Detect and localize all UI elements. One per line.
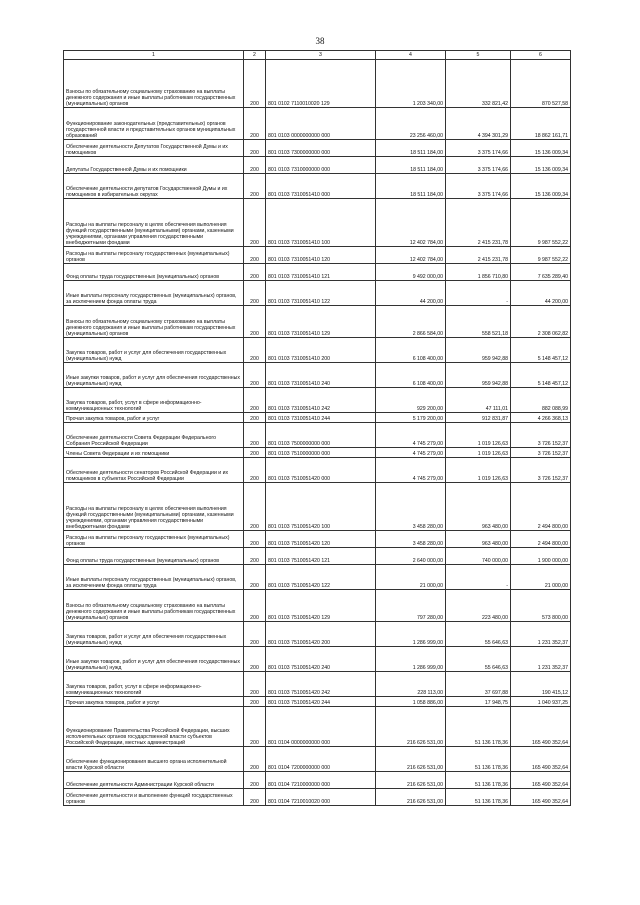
row-executed-cell: 963 480,00 — [446, 483, 511, 531]
row-remaining-cell: 18 862 161,71 — [511, 108, 571, 140]
row-remaining-cell: 2 308 062,82 — [511, 306, 571, 338]
row-remaining-cell: 2 494 800,00 — [511, 531, 571, 548]
row-budget-code-cell: 801 0103 7310051410 120 — [266, 247, 376, 264]
row-remaining-cell: 165 490 352,64 — [511, 789, 571, 806]
row-line-code-cell: 200 — [244, 413, 266, 423]
row-executed-cell: 47 111,01 — [446, 388, 511, 413]
row-budget-code-cell: 801 0103 0000000000 000 — [266, 108, 376, 140]
row-approved-cell: 2 866 584,00 — [376, 306, 446, 338]
header-col-4: 4 — [376, 51, 446, 60]
row-line-code-cell: 200 — [244, 448, 266, 458]
table-row — [64, 423, 571, 448]
table-header-row — [64, 51, 571, 60]
row-name-cell: Расходы на выплаты персоналу государственных (муниципальных) органов — [64, 531, 244, 548]
row-remaining-cell: 1 231 352,37 — [511, 622, 571, 647]
row-name-cell: Обеспечение деятельности и выполнение функций государственных органов — [64, 789, 244, 806]
row-budget-code-cell: 801 0103 7510051420 121 — [266, 548, 376, 565]
row-name-cell: Иные выплаты персоналу государственных (муниципальных) органов, за исключением фонда оплаты труда — [64, 565, 244, 590]
table-row — [64, 747, 571, 772]
row-name-cell: Взносы по обязательному социальному страхованию на выплаты денежного содержания и иные выплаты работникам государственных (муниципальных) органов — [64, 590, 244, 622]
row-remaining-cell: 9 987 552,22 — [511, 199, 571, 247]
row-approved-cell: 2 640 000,00 — [376, 548, 446, 565]
row-budget-code-cell: 801 0102 7110010020 129 — [266, 60, 376, 108]
row-executed-cell: 963 480,00 — [446, 531, 511, 548]
row-name-cell: Депутаты Государственной Думы и их помощники — [64, 157, 244, 174]
row-approved-cell: 216 626 531,00 — [376, 747, 446, 772]
row-line-code-cell: 200 — [244, 108, 266, 140]
row-name-cell: Взносы по обязательному социальному страхованию на выплаты денежного содержания и иные выплаты работникам государственных (муниципальных) органов — [64, 306, 244, 338]
row-budget-code-cell: 801 0103 7510051420 200 — [266, 622, 376, 647]
row-approved-cell: 1 286 999,00 — [376, 622, 446, 647]
row-budget-code-cell: 801 0103 7310051410 121 — [266, 264, 376, 281]
row-name-cell: Функционирование Правительства Российской Федерации, высших исполнительных органов государственной власти субъектов Российской Федерации, местных администраций — [64, 707, 244, 747]
row-executed-cell: 1 019 126,63 — [446, 423, 511, 448]
row-approved-cell: 216 626 531,00 — [376, 707, 446, 747]
table-row — [64, 565, 571, 590]
row-line-code-cell: 200 — [244, 789, 266, 806]
row-budget-code-cell: 801 0103 7310051410 244 — [266, 413, 376, 423]
row-name-cell: Иные закупки товаров, работ и услуг для обеспечения государственных (муниципальных) нужд — [64, 363, 244, 388]
table-row — [64, 622, 571, 647]
row-budget-code-cell: 801 0103 7310051410 240 — [266, 363, 376, 388]
row-executed-cell: 1 019 126,63 — [446, 458, 511, 483]
row-budget-code-cell: 801 0103 7310051410 242 — [266, 388, 376, 413]
row-executed-cell: - — [446, 281, 511, 306]
row-approved-cell: 5 179 200,00 — [376, 413, 446, 423]
row-name-cell: Прочая закупка товаров, работ и услуг — [64, 413, 244, 423]
table-row — [64, 363, 571, 388]
row-name-cell: Функционирование законодательных (представительных) органов государственной власти и представительных органов муниципальных образований — [64, 108, 244, 140]
row-line-code-cell: 200 — [244, 247, 266, 264]
table-row — [64, 199, 571, 247]
page-number: 38 — [315, 36, 325, 46]
row-executed-cell: 3 375 174,66 — [446, 174, 511, 199]
table-row — [64, 647, 571, 672]
row-line-code-cell: 200 — [244, 363, 266, 388]
row-approved-cell: 12 402 784,00 — [376, 199, 446, 247]
row-approved-cell: 4 745 279,00 — [376, 458, 446, 483]
row-budget-code-cell: 801 0103 7310051410 200 — [266, 338, 376, 363]
row-remaining-cell: 4 266 368,13 — [511, 413, 571, 423]
row-name-cell: Прочая закупка товаров, работ и услуг — [64, 697, 244, 707]
row-budget-code-cell: 801 0103 7300000000 000 — [266, 140, 376, 157]
table-row — [64, 140, 571, 157]
row-line-code-cell: 200 — [244, 60, 266, 108]
row-budget-code-cell: 801 0104 7210010020 000 — [266, 789, 376, 806]
row-executed-cell: 4 394 301,29 — [446, 108, 511, 140]
table-row — [64, 697, 571, 707]
row-name-cell: Иные закупки товаров, работ и услуг для обеспечения государственных (муниципальных) нужд — [64, 647, 244, 672]
row-budget-code-cell: 801 0103 7510051420 122 — [266, 565, 376, 590]
row-executed-cell: 558 521,18 — [446, 306, 511, 338]
row-executed-cell: 51 136 178,36 — [446, 707, 511, 747]
row-remaining-cell: 1 231 352,37 — [511, 647, 571, 672]
row-remaining-cell: 5 148 457,12 — [511, 363, 571, 388]
row-executed-cell: 37 697,88 — [446, 672, 511, 697]
row-executed-cell: 3 375 174,66 — [446, 157, 511, 174]
row-line-code-cell: 200 — [244, 281, 266, 306]
row-approved-cell: 9 492 000,00 — [376, 264, 446, 281]
row-line-code-cell: 200 — [244, 306, 266, 338]
header-col-6: 6 — [511, 51, 571, 60]
table-row — [64, 413, 571, 423]
row-budget-code-cell: 801 0103 7310051410 100 — [266, 199, 376, 247]
row-line-code-cell: 200 — [244, 548, 266, 565]
row-name-cell: Взносы по обязательному социальному страхованию на выплаты денежного содержания и иные выплаты работникам государственных (муниципальных) органов — [64, 60, 244, 108]
row-name-cell: Обеспечение функционирования высшего органа исполнительной власти Курской области — [64, 747, 244, 772]
row-approved-cell: 1 286 999,00 — [376, 647, 446, 672]
row-remaining-cell: 573 800,00 — [511, 590, 571, 622]
row-line-code-cell: 200 — [244, 423, 266, 448]
header-col-5: 5 — [446, 51, 511, 60]
row-remaining-cell: 44 200,00 — [511, 281, 571, 306]
table-row — [64, 388, 571, 413]
row-executed-cell: 51 136 178,36 — [446, 789, 511, 806]
row-line-code-cell: 200 — [244, 458, 266, 483]
row-approved-cell: 6 108 400,00 — [376, 363, 446, 388]
row-line-code-cell: 200 — [244, 672, 266, 697]
table-row — [64, 174, 571, 199]
row-name-cell: Обеспечение деятельности депутатов Государственной Думы и их помощников в избирательных округах — [64, 174, 244, 199]
row-budget-code-cell: 801 0103 7510051420 242 — [266, 672, 376, 697]
row-remaining-cell: 3 726 152,37 — [511, 448, 571, 458]
row-line-code-cell: 200 — [244, 747, 266, 772]
row-executed-cell: 912 831,87 — [446, 413, 511, 423]
row-approved-cell: 18 511 184,00 — [376, 140, 446, 157]
row-executed-cell: 959 942,88 — [446, 338, 511, 363]
row-name-cell: Закупка товаров, работ, услуг в сфере информационно-коммуникационных технологий — [64, 672, 244, 697]
row-executed-cell: 223 480,00 — [446, 590, 511, 622]
row-remaining-cell: 21 000,00 — [511, 565, 571, 590]
table-row — [64, 247, 571, 264]
table-row — [64, 672, 571, 697]
row-name-cell: Члены Совета Федерации и их помощники — [64, 448, 244, 458]
table-row — [64, 483, 571, 531]
row-approved-cell: 21 000,00 — [376, 565, 446, 590]
row-line-code-cell: 200 — [244, 157, 266, 174]
row-executed-cell: 17 948,75 — [446, 697, 511, 707]
row-executed-cell: - — [446, 565, 511, 590]
row-budget-code-cell: 801 0103 7310051410 122 — [266, 281, 376, 306]
row-approved-cell: 3 458 280,00 — [376, 531, 446, 548]
row-executed-cell: 2 415 231,78 — [446, 199, 511, 247]
row-line-code-cell: 200 — [244, 174, 266, 199]
row-approved-cell: 23 256 460,00 — [376, 108, 446, 140]
row-remaining-cell: 15 136 009,34 — [511, 174, 571, 199]
table-row — [64, 306, 571, 338]
row-remaining-cell: 2 494 800,00 — [511, 483, 571, 531]
row-line-code-cell: 200 — [244, 622, 266, 647]
row-remaining-cell: 165 490 352,64 — [511, 707, 571, 747]
row-approved-cell: 18 511 184,00 — [376, 157, 446, 174]
table-row — [64, 458, 571, 483]
row-approved-cell: 6 108 400,00 — [376, 338, 446, 363]
row-budget-code-cell: 801 0103 7510051420 000 — [266, 458, 376, 483]
row-budget-code-cell: 801 0103 7310051410 129 — [266, 306, 376, 338]
row-executed-cell: 55 646,63 — [446, 622, 511, 647]
row-budget-code-cell: 801 0103 7510051420 240 — [266, 647, 376, 672]
row-name-cell: Иные выплаты персоналу государственных (муниципальных) органов, за исключением фонда оплаты труда — [64, 281, 244, 306]
row-approved-cell: 12 402 784,00 — [376, 247, 446, 264]
row-remaining-cell: 3 726 152,37 — [511, 458, 571, 483]
table-row — [64, 448, 571, 458]
row-line-code-cell: 200 — [244, 590, 266, 622]
header-col-3: 3 — [266, 51, 376, 60]
table-row — [64, 264, 571, 281]
table-row — [64, 590, 571, 622]
row-approved-cell: 228 113,00 — [376, 672, 446, 697]
row-executed-cell: 332 821,42 — [446, 60, 511, 108]
row-name-cell: Расходы на выплаты персоналу государственных (муниципальных) органов — [64, 247, 244, 264]
row-remaining-cell: 1 900 000,00 — [511, 548, 571, 565]
row-approved-cell: 44 200,00 — [376, 281, 446, 306]
row-remaining-cell: 882 088,99 — [511, 388, 571, 413]
row-approved-cell: 797 280,00 — [376, 590, 446, 622]
row-remaining-cell: 3 726 152,37 — [511, 423, 571, 448]
table-row — [64, 108, 571, 140]
row-executed-cell: 3 375 174,66 — [446, 140, 511, 157]
table-row — [64, 789, 571, 806]
row-budget-code-cell: 801 0103 7310000000 000 — [266, 157, 376, 174]
row-remaining-cell: 15 136 009,34 — [511, 140, 571, 157]
row-line-code-cell: 200 — [244, 338, 266, 363]
row-line-code-cell: 200 — [244, 199, 266, 247]
row-approved-cell: 18 511 184,00 — [376, 174, 446, 199]
row-name-cell: Обеспечение деятельности Депутатов Государственной Думы и их помощников — [64, 140, 244, 157]
row-budget-code-cell: 801 0103 7510051420 100 — [266, 483, 376, 531]
row-approved-cell: 4 745 279,00 — [376, 448, 446, 458]
table-row — [64, 772, 571, 789]
row-remaining-cell: 165 490 352,64 — [511, 747, 571, 772]
row-name-cell: Расходы на выплаты персоналу в целях обеспечения выполнения функций государственными (муниципальными) органами, казенными учреждениями, органами управления государственными внебюджетными фондами — [64, 483, 244, 531]
row-budget-code-cell: 801 0103 7310051410 000 — [266, 174, 376, 199]
table-row — [64, 60, 571, 108]
row-name-cell: Фонд оплаты труда государственных (муниципальных) органов — [64, 548, 244, 565]
header-col-1: 1 — [64, 51, 244, 60]
row-executed-cell: 740 000,00 — [446, 548, 511, 565]
row-budget-code-cell: 801 0104 0000000000 000 — [266, 707, 376, 747]
row-executed-cell: 55 646,63 — [446, 647, 511, 672]
table-row — [64, 157, 571, 174]
row-approved-cell: 1 058 886,00 — [376, 697, 446, 707]
row-line-code-cell: 200 — [244, 772, 266, 789]
row-line-code-cell: 200 — [244, 697, 266, 707]
row-name-cell: Закупка товаров, работ, услуг в сфере информационно-коммуникационных технологий — [64, 388, 244, 413]
row-remaining-cell: 870 527,58 — [511, 60, 571, 108]
row-executed-cell: 1 019 126,63 — [446, 448, 511, 458]
row-executed-cell: 1 856 710,80 — [446, 264, 511, 281]
row-approved-cell: 216 626 531,00 — [376, 789, 446, 806]
table-row — [64, 531, 571, 548]
row-name-cell: Расходы на выплаты персоналу в целях обеспечения выполнения функций государственными (муниципальными) органами, казенными учреждениями, органами управления государственными внебюджетными фондами — [64, 199, 244, 247]
row-budget-code-cell: 801 0104 7210000000 000 — [266, 772, 376, 789]
budget-table — [63, 50, 571, 806]
row-budget-code-cell: 801 0103 7500000000 000 — [266, 423, 376, 448]
row-line-code-cell: 200 — [244, 388, 266, 413]
table-row — [64, 338, 571, 363]
row-approved-cell: 4 745 279,00 — [376, 423, 446, 448]
row-line-code-cell: 200 — [244, 264, 266, 281]
row-executed-cell: 959 942,88 — [446, 363, 511, 388]
row-line-code-cell: 200 — [244, 483, 266, 531]
row-line-code-cell: 200 — [244, 707, 266, 747]
row-name-cell: Обеспечение деятельности Совета Федерации Федерального Собрания Российской Федерации — [64, 423, 244, 448]
row-budget-code-cell: 801 0103 7510000000 000 — [266, 448, 376, 458]
table-row — [64, 281, 571, 306]
row-name-cell: Обеспечение деятельности сенаторов Российской Федерации и их помощников в субъектах Российской Федерации — [64, 458, 244, 483]
row-name-cell: Закупка товаров, работ и услуг для обеспечения государственных (муниципальных) нужд — [64, 622, 244, 647]
row-line-code-cell: 200 — [244, 140, 266, 157]
row-name-cell: Обеспечение деятельности Администрации Курской области — [64, 772, 244, 789]
table-row — [64, 548, 571, 565]
row-approved-cell: 216 626 531,00 — [376, 772, 446, 789]
row-remaining-cell: 5 148 457,12 — [511, 338, 571, 363]
row-approved-cell: 3 458 280,00 — [376, 483, 446, 531]
row-approved-cell: 1 203 340,00 — [376, 60, 446, 108]
row-remaining-cell: 1 040 937,25 — [511, 697, 571, 707]
row-executed-cell: 2 415 231,78 — [446, 247, 511, 264]
row-approved-cell: 929 200,00 — [376, 388, 446, 413]
row-remaining-cell: 9 987 552,22 — [511, 247, 571, 264]
header-col-2: 2 — [244, 51, 266, 60]
row-remaining-cell: 7 635 289,40 — [511, 264, 571, 281]
row-executed-cell: 51 136 178,36 — [446, 772, 511, 789]
row-budget-code-cell: 801 0103 7510051420 244 — [266, 697, 376, 707]
row-name-cell: Фонд оплаты труда государственных (муниципальных) органов — [64, 264, 244, 281]
row-budget-code-cell: 801 0104 7200000000 000 — [266, 747, 376, 772]
table-row — [64, 707, 571, 747]
row-name-cell: Закупка товаров, работ и услуг для обеспечения государственных (муниципальных) нужд — [64, 338, 244, 363]
row-line-code-cell: 200 — [244, 647, 266, 672]
row-line-code-cell: 200 — [244, 565, 266, 590]
row-budget-code-cell: 801 0103 7510051420 120 — [266, 531, 376, 548]
row-remaining-cell: 190 415,12 — [511, 672, 571, 697]
row-line-code-cell: 200 — [244, 531, 266, 548]
row-budget-code-cell: 801 0103 7510051420 129 — [266, 590, 376, 622]
row-executed-cell: 51 136 178,36 — [446, 747, 511, 772]
row-remaining-cell: 165 490 352,64 — [511, 772, 571, 789]
row-remaining-cell: 15 136 009,34 — [511, 157, 571, 174]
